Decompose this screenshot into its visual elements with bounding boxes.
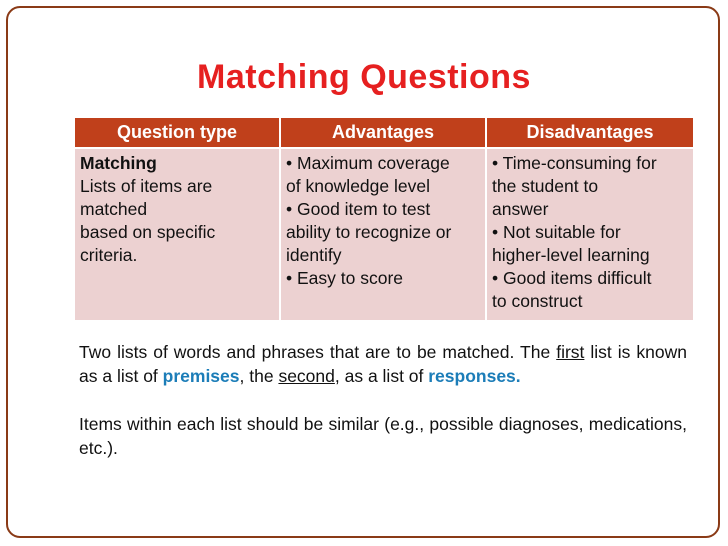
paragraph-text: , as a list of bbox=[334, 366, 429, 386]
table-row bbox=[74, 148, 694, 321]
disadvantage-line: • Time-consuming for bbox=[492, 153, 657, 173]
header-disadvantages: Disadvantages bbox=[486, 117, 694, 148]
advantage-line: ability to recognize or bbox=[286, 222, 452, 242]
header-advantages: Advantages bbox=[280, 117, 486, 148]
question-type-line: Lists of items are bbox=[80, 176, 213, 196]
disadvantage-line: higher-level learning bbox=[492, 245, 650, 265]
question-type-name: Matching bbox=[80, 153, 157, 173]
paragraph-text: Two lists of words and phrases that are to be matched. The bbox=[79, 342, 557, 362]
question-type-line: criteria. bbox=[80, 245, 138, 265]
advantage-line: of knowledge level bbox=[286, 176, 430, 196]
question-type-line: based on specific bbox=[80, 222, 216, 242]
cell-question-type bbox=[74, 148, 280, 321]
comparison-table bbox=[73, 116, 695, 322]
term-premises: premises bbox=[162, 366, 240, 386]
paragraph-text: , the bbox=[239, 366, 279, 386]
paragraph-spacer bbox=[79, 388, 687, 412]
disadvantage-line: answer bbox=[492, 199, 549, 219]
underlined-second: second bbox=[278, 366, 335, 386]
advantage-line: • Good item to test bbox=[286, 199, 431, 219]
disadvantage-line: • Good items difficult bbox=[492, 268, 652, 288]
term-responses: responses. bbox=[428, 366, 521, 386]
paragraph-similarity: Items within each list should be similar (e.g., possible diagnoses, medications, etc.). bbox=[79, 414, 687, 458]
underlined-first: first bbox=[556, 342, 585, 362]
header-question-type: Question type bbox=[74, 117, 280, 148]
disadvantage-line: to construct bbox=[492, 291, 583, 311]
slide-body bbox=[79, 340, 687, 460]
cell-disadvantages bbox=[486, 148, 694, 321]
disadvantage-line: • Not suitable for bbox=[492, 222, 621, 242]
question-type-line: matched bbox=[80, 199, 148, 219]
slide-title: Matching Questions bbox=[197, 58, 531, 96]
advantage-line: • Maximum coverage bbox=[286, 153, 450, 173]
paragraph-lists bbox=[79, 340, 687, 388]
cell-advantages bbox=[280, 148, 486, 321]
table-header-row bbox=[74, 117, 694, 148]
advantage-line: identify bbox=[286, 245, 342, 265]
disadvantage-line: the student to bbox=[492, 176, 599, 196]
paragraph-text: list is known as a list of bbox=[79, 342, 687, 386]
advantage-line: • Easy to score bbox=[286, 268, 404, 288]
